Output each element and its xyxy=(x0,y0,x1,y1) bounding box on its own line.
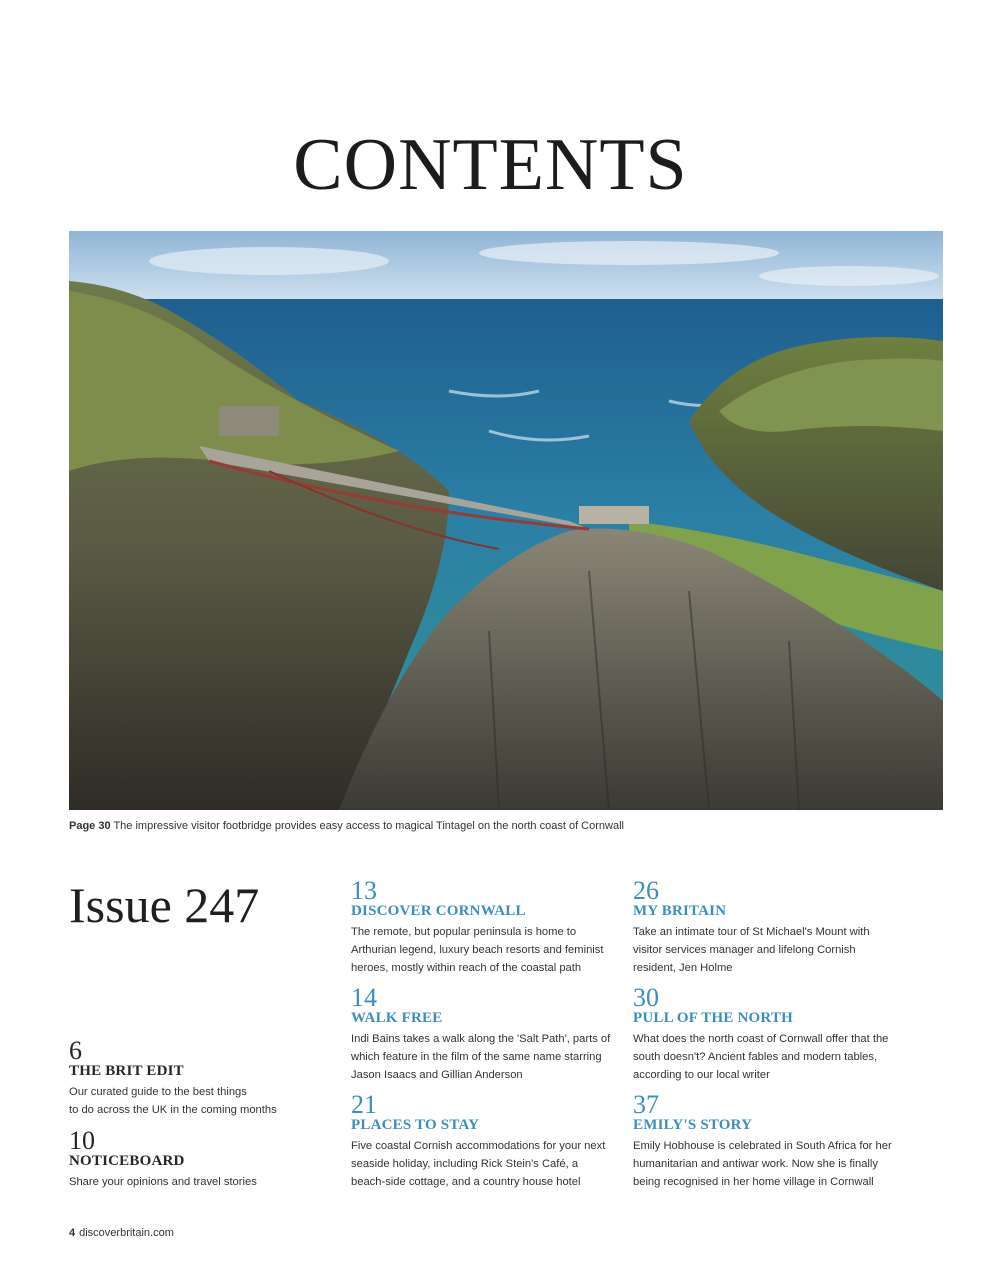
entry-description: Emily Hobhouse is celebrated in South Africa for her humanitarian and antiwar work. Now she is finally being recognised in her home village in Cornwall xyxy=(633,1140,892,1188)
entry-title: WALK FREE xyxy=(351,1010,443,1026)
caption-text: The impressive visitor footbridge provides easy access to magical Tintagel on the north coast of Cornwall xyxy=(113,820,624,832)
entry-page-number: 21 xyxy=(351,1090,377,1119)
entry-page-number: 6 xyxy=(69,1036,82,1065)
photo-caption xyxy=(69,820,949,832)
entry-description-line: Our curated guide to the best things xyxy=(69,1086,247,1098)
entry-title: DISCOVER CORNWALL xyxy=(351,903,526,919)
contents-entry[interactable] xyxy=(633,876,895,977)
entry-description: Indi Bains takes a walk along the 'Salt Path', parts of which feature in the film of the same name starring Jason Isaacs and Gillian Anderson xyxy=(351,1033,611,1081)
entry-title: PLACES TO STAY xyxy=(351,1117,480,1133)
site-url[interactable]: discoverbritain.com xyxy=(79,1227,174,1239)
contents-entry[interactable] xyxy=(351,1090,613,1191)
entry-title: EMILY'S STORY xyxy=(633,1117,753,1133)
hero-photo xyxy=(69,231,943,810)
contents-entry[interactable] xyxy=(69,1036,331,1119)
contents-entry[interactable] xyxy=(633,983,895,1084)
contents-entry[interactable] xyxy=(633,1090,895,1191)
entry-title: PULL OF THE NORTH xyxy=(633,1010,793,1026)
entry-description xyxy=(69,1083,331,1119)
contents-entry[interactable] xyxy=(351,876,613,977)
entry-description: Five coastal Cornish accommodations for your next seaside holiday, including Rick Stein's Café, a beach-side cottage, and a country house hotel xyxy=(351,1140,606,1188)
entry-page-number: 14 xyxy=(351,983,377,1012)
page-footer xyxy=(69,1227,174,1239)
caption-page-ref: Page 30 xyxy=(69,820,111,832)
entry-title: NOTICEBOARD xyxy=(69,1153,185,1169)
entry-page-number: 13 xyxy=(351,876,377,905)
entry-description-line: Share your opinions and travel stories xyxy=(69,1176,257,1188)
entry-description: Take an intimate tour of St Michael's Mount with visitor services manager and lifelong Cornish resident, Jen Holme xyxy=(633,926,870,974)
contents-entry[interactable] xyxy=(69,1126,331,1191)
entry-description xyxy=(69,1173,331,1191)
entry-description: The remote, but popular peninsula is home to Arthurian legend, luxury beach resorts and feminist heroes, mostly within reach of the coastal path xyxy=(351,926,604,974)
entry-description-line: to do across the UK in the coming months xyxy=(69,1104,277,1116)
entry-page-number: 26 xyxy=(633,876,659,905)
entry-page-number: 37 xyxy=(633,1090,659,1119)
contents-entry[interactable] xyxy=(351,983,613,1084)
tintagel-coast-image xyxy=(69,231,943,810)
issue-number: Issue 247 xyxy=(69,877,260,933)
entry-description: What does the north coast of Cornwall offer that the south doesn't? Ancient fables and modern tables, according to our local writer xyxy=(633,1033,889,1081)
entry-page-number: 30 xyxy=(633,983,659,1012)
page-title: CONTENTS xyxy=(293,124,688,206)
entry-title: THE BRIT EDIT xyxy=(69,1063,184,1079)
entry-page-number: 10 xyxy=(69,1126,95,1155)
folio-number: 4 xyxy=(69,1227,76,1239)
entry-title: MY BRITAIN xyxy=(633,903,727,919)
